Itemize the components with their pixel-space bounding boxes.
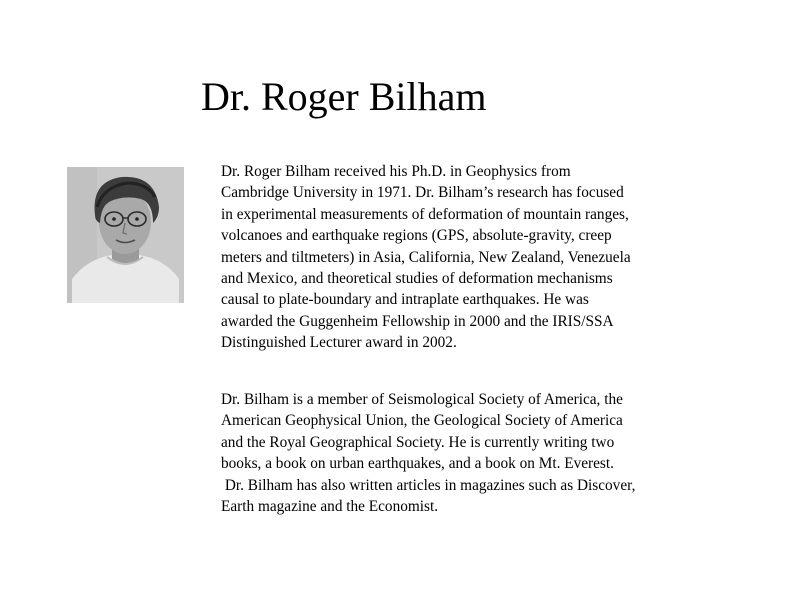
bio-paragraph-1-line: and Mexico, and theoretical studies of deformation mechanisms: [221, 270, 613, 288]
bio-paragraph-2-line: books, a book on urban earthquakes, and a book on Mt. Everest.: [221, 455, 614, 473]
bio-paragraph-1-line: Distinguished Lecturer award in 2002.: [221, 334, 457, 352]
bio-paragraph-2-line: and the Royal Geographical Society. He is currently writing two: [221, 433, 615, 451]
bio-paragraph-2-line: American Geophysical Union, the Geological Society of America: [221, 412, 623, 430]
bio-paragraph-1-line: Cambridge University in 1971. Dr. Bilham’s research has focused: [221, 184, 624, 202]
bio-paragraph-2-line: Dr. Bilham is a member of Seismological Society of America, the: [221, 391, 623, 408]
bio-paragraph-2-line: Dr. Bilham has also written articles in magazines such as Discover,: [221, 476, 636, 494]
bio-paragraph-2: [221, 389, 711, 517]
bio-paragraph-1-line: Dr. Roger Bilham received his Ph.D. in Geophysics from: [221, 163, 571, 180]
bio-paragraph-1-line: causal to plate-boundary and intraplate earthquakes. He was: [221, 291, 589, 309]
bio-paragraph-2-line: Earth magazine and the Economist.: [221, 498, 439, 516]
page-title: Dr. Roger Bilham: [201, 74, 487, 119]
bio-paragraph-1: [221, 161, 711, 354]
bio-paragraph-1-line: awarded the Guggenheim Fellowship in 2000 and the IRIS/SSA: [221, 312, 614, 330]
portrait-photo: [67, 167, 184, 303]
bio-paragraph-1-line: meters and tiltmeters) in Asia, California, New Zealand, Venezuela: [221, 248, 631, 266]
bio-paragraph-1-line: volcanoes and earthquake regions (GPS, absolute-gravity, creep: [221, 227, 612, 245]
bio-paragraph-1-line: in experimental measurements of deformation of mountain ranges,: [221, 205, 629, 223]
portrait-image: [67, 167, 184, 303]
